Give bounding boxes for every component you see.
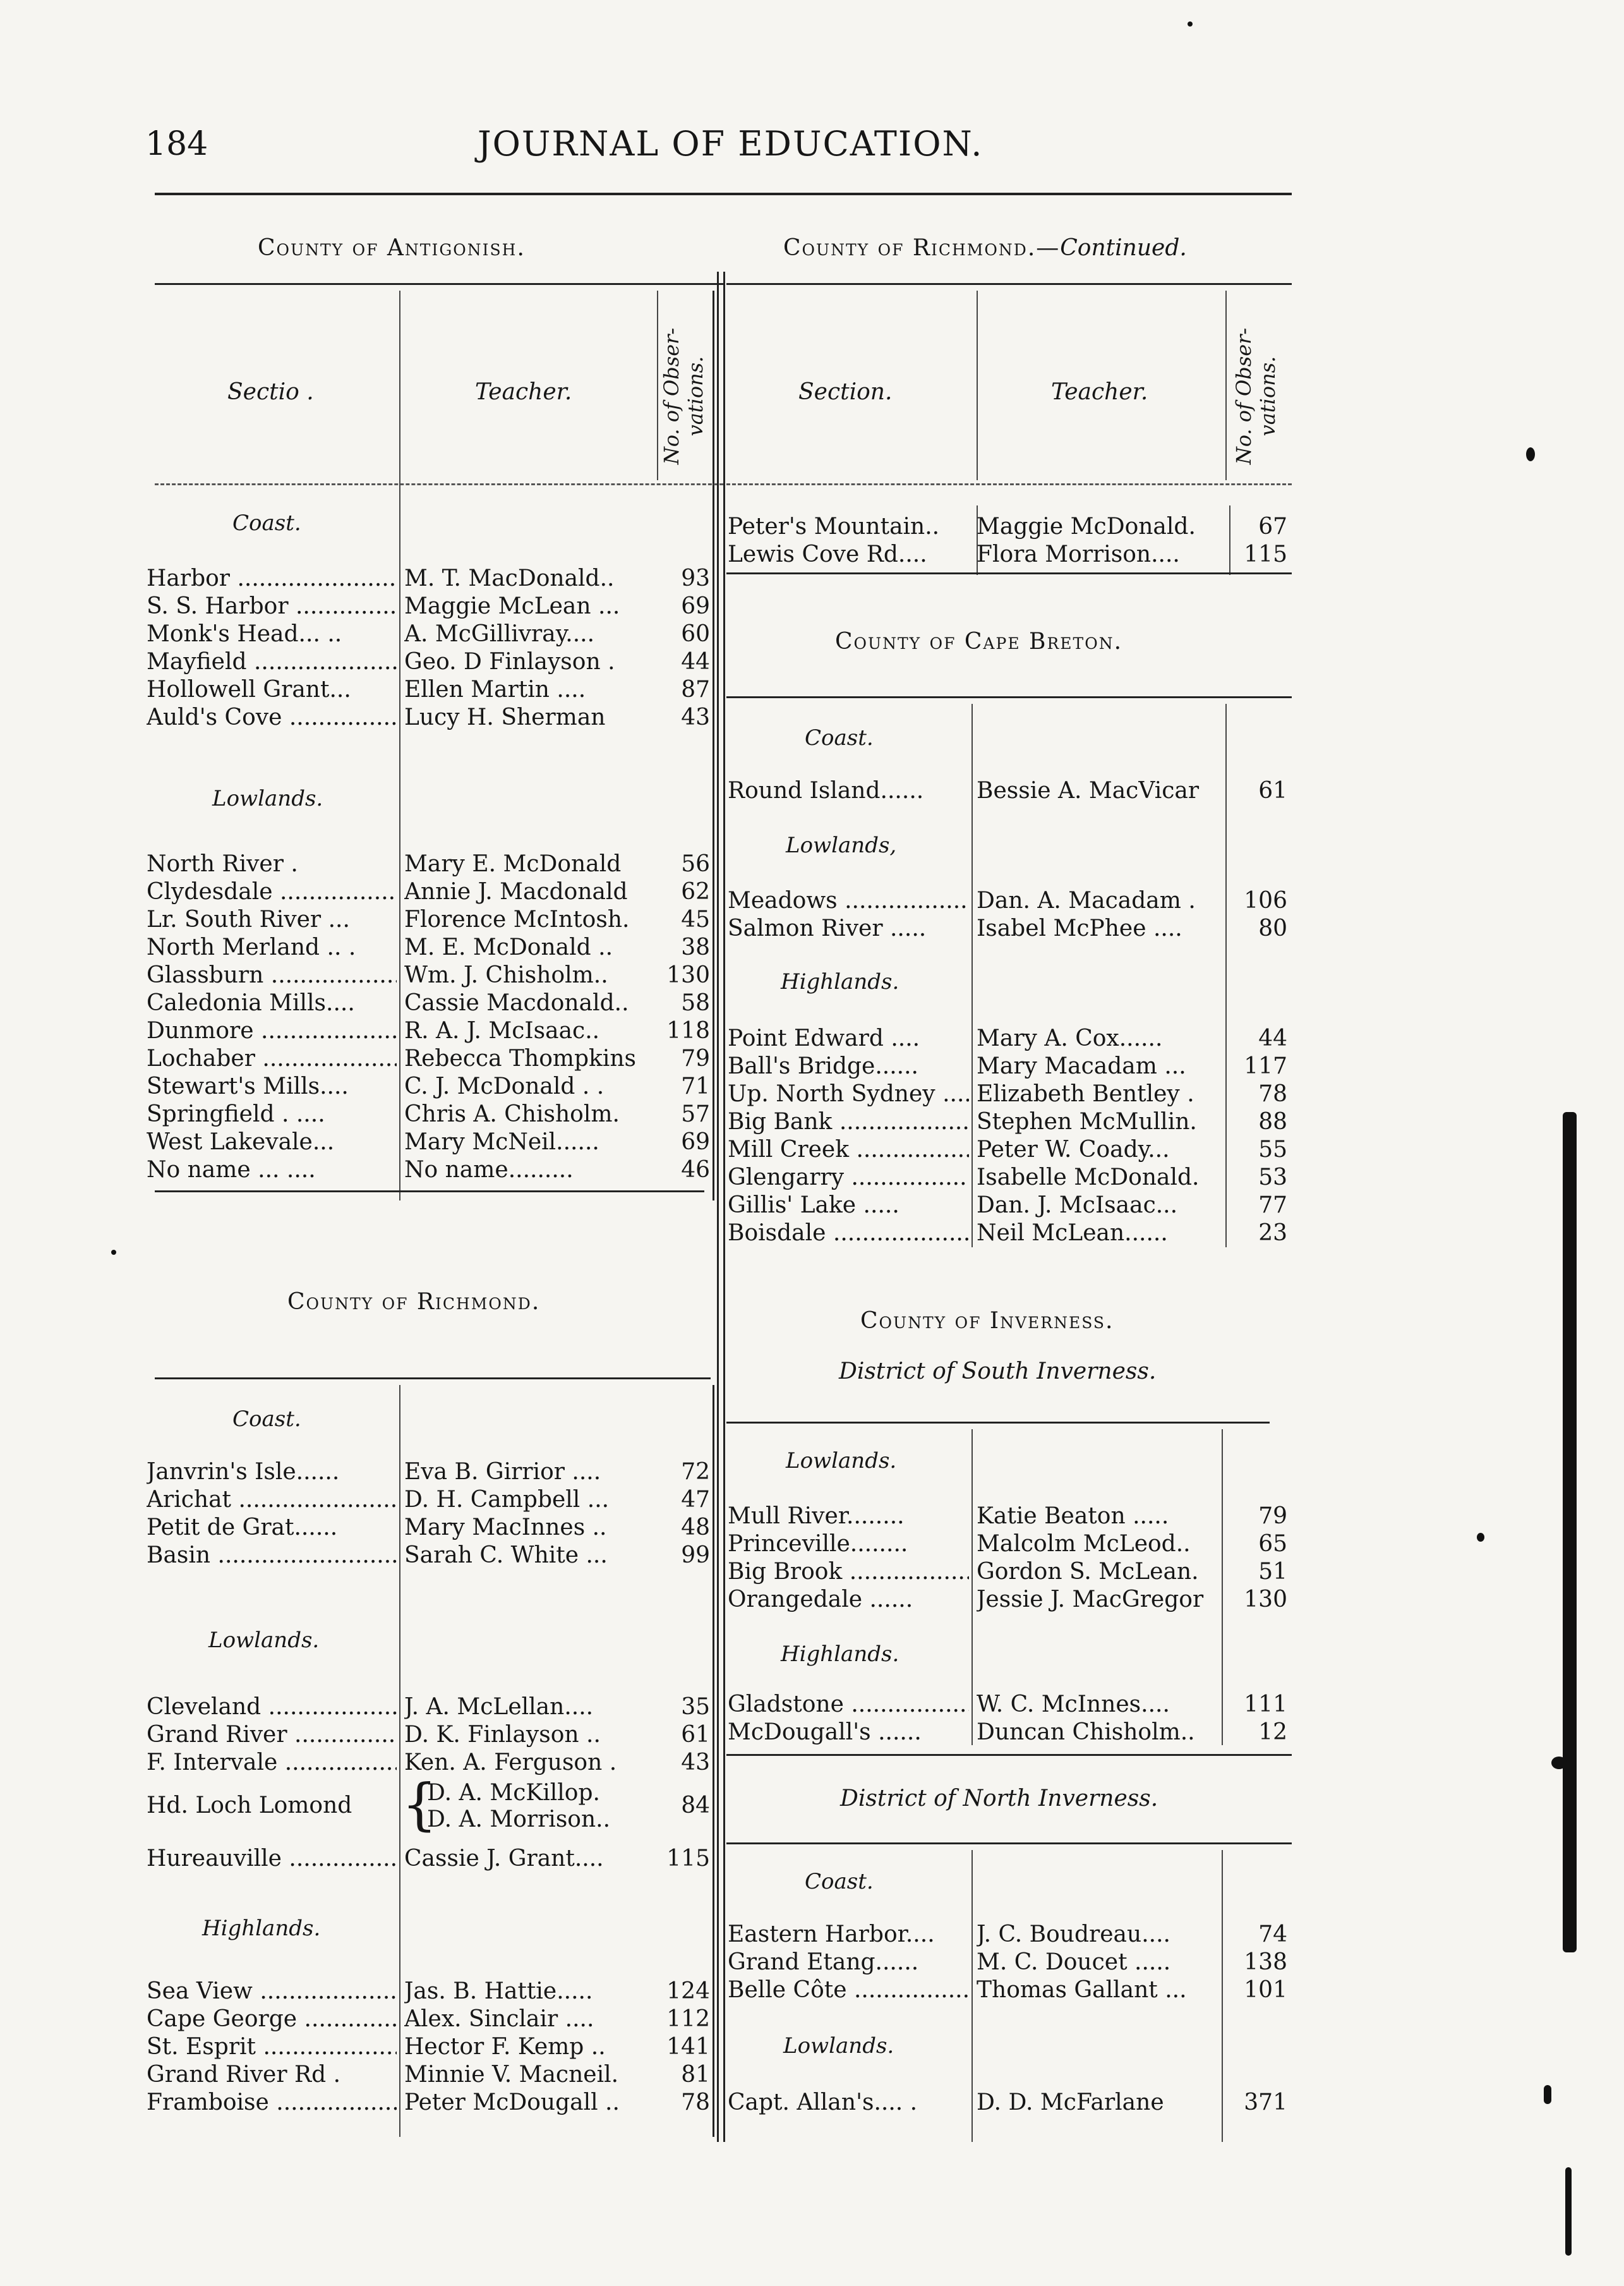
- observation-count: 57: [681, 1101, 710, 1127]
- teacher-name: Maggie McLean ...: [404, 593, 620, 619]
- teacher-name: D. D. McFarlane: [977, 2089, 1164, 2115]
- observation-count: 88: [1258, 1109, 1287, 1135]
- group-heading-lowlands: Lowlands.: [212, 786, 323, 811]
- observation-count: 99: [681, 1542, 710, 1568]
- teacher-name: Hector F. Kemp ..: [404, 2034, 606, 2060]
- scan-speck: [111, 1250, 116, 1255]
- section-name: Caledonia Mills....: [147, 990, 355, 1016]
- observation-count: 38: [681, 934, 710, 960]
- table-top-rule: [155, 283, 723, 285]
- section-name: North Merland .. .: [147, 934, 356, 960]
- teacher-name: Ellen Martin ....: [404, 677, 586, 703]
- section-name: Big Bank .....: [728, 1108, 969, 1136]
- teacher-name: Jas. B. Hattie.....: [404, 1978, 593, 2004]
- section-rule: [726, 1754, 1292, 1756]
- section-name: Meadows .....: [728, 887, 969, 915]
- section-name: Princeville........: [728, 1531, 908, 1557]
- teacher-name: Neil McLean......: [977, 1220, 1168, 1246]
- teacher-name: Jessie J. MacGregor: [977, 1587, 1204, 1612]
- teacher-name: J. C. Boudreau....: [977, 1921, 1170, 1947]
- section-name: Gladstone .....: [728, 1691, 969, 1719]
- section-name: Grand River Rd .: [147, 2062, 341, 2088]
- table-row: [0, 1025, 1295, 1053]
- teacher-name: Mary Macadam ...: [977, 1053, 1186, 1079]
- observation-count: 55: [1258, 1137, 1287, 1163]
- table-top-rule: [726, 283, 1292, 285]
- county-heading-inverness: County of Inverness.: [860, 1308, 1114, 1334]
- teacher-name: Dan. J. McIsaac...: [977, 1192, 1178, 1218]
- teacher-name: Peter W. Coady...: [977, 1137, 1170, 1163]
- section-name: Salmon River .....: [728, 916, 927, 941]
- table-row: [0, 1949, 1295, 1976]
- observation-count: 79: [681, 1046, 710, 1072]
- section-name: Gillis' Lake .....: [728, 1192, 899, 1218]
- section-name: Sea View .....: [147, 1978, 397, 2005]
- teacher-name: W. C. McInnes....: [977, 1691, 1170, 1717]
- county-heading-antigonish: County of Antigonish.: [258, 235, 526, 261]
- section-name: Lochaber .....: [147, 1045, 397, 1073]
- observation-count: 45: [681, 907, 710, 933]
- observation-count: 65: [1258, 1531, 1287, 1557]
- table-row: [0, 915, 1295, 943]
- header-rule: [726, 483, 1292, 485]
- table-row: [0, 777, 1295, 805]
- table-top-rule: [726, 1422, 1270, 1424]
- teacher-name: Katie Beaton .....: [977, 1503, 1169, 1529]
- table-row: [0, 1749, 714, 1777]
- teacher-name: Dan. A. Macadam .: [977, 888, 1196, 914]
- table-row: [0, 1586, 1295, 1614]
- section-name: Arichat .....: [147, 1486, 397, 1514]
- scan-mark: [1563, 1112, 1577, 1952]
- teacher-name: M. E. McDonald ..: [404, 934, 613, 960]
- group-heading-highlands: Highlands.: [781, 1642, 899, 1667]
- header-rule: [155, 193, 1292, 195]
- section-name: Basin .....: [147, 1542, 397, 1569]
- teacher-name: Cassie Macdonald..: [404, 990, 629, 1016]
- observation-count: 61: [681, 1722, 710, 1748]
- observation-count: 101: [1244, 1977, 1287, 2003]
- table-bottom-rule: [726, 572, 1292, 574]
- observation-count: 71: [681, 1073, 710, 1099]
- teacher-name: Chris A. Chisholm.: [404, 1101, 620, 1127]
- column-divider: [977, 291, 978, 480]
- section-name: Clydesdale .....: [147, 878, 397, 906]
- teacher-name: Thomas Gallant ...: [977, 1977, 1187, 2003]
- section-name: Cleveland .....: [147, 1693, 397, 1721]
- observation-count: 72: [681, 1459, 710, 1485]
- section-name: West Lakevale...: [147, 1129, 335, 1155]
- observation-count: 56: [681, 851, 710, 877]
- teacher-name: Duncan Chisholm..: [977, 1719, 1195, 1745]
- observation-count: 53: [1258, 1164, 1287, 1190]
- section-name: Ball's Bridge......: [728, 1053, 918, 1079]
- observation-count: 61: [1258, 778, 1287, 804]
- district-heading-south: District of South Inverness.: [839, 1358, 1157, 1384]
- scan-mark: [1565, 2167, 1572, 2256]
- district-heading-north: District of North Inverness.: [840, 1786, 1158, 1811]
- table-row: [0, 850, 714, 878]
- observation-count: 46: [681, 1157, 710, 1183]
- teacher-name: Gordon S. McLean.: [977, 1559, 1199, 1585]
- teacher-name: Sarah C. White ...: [404, 1542, 608, 1568]
- table-row: [0, 887, 1295, 915]
- county-heading-richmond: County of Richmond.: [287, 1289, 541, 1315]
- group-heading-lowlands: Lowlands,: [786, 833, 897, 858]
- observation-count: 44: [1258, 1025, 1287, 1051]
- column-header-teacher: Teacher.: [475, 379, 572, 405]
- column-divider: [657, 291, 658, 480]
- observation-count: 112: [666, 2006, 710, 2032]
- teacher-name: D. A. McKillop.: [427, 1780, 600, 1806]
- teacher-name: Mary A. Cox......: [977, 1025, 1163, 1051]
- observation-count: 47: [681, 1487, 710, 1513]
- observation-count: 111: [1244, 1691, 1287, 1717]
- teacher-name: M. C. Doucet .....: [977, 1949, 1171, 1975]
- group-heading-coast: Coast.: [805, 725, 874, 751]
- section-name: Cape George .....: [147, 2005, 397, 2033]
- observation-count: 48: [681, 1515, 710, 1540]
- group-heading-lowlands: Lowlands.: [208, 1628, 320, 1653]
- table-row: [0, 962, 714, 989]
- section-name: St. Esprit .....: [147, 2033, 397, 2061]
- scan-speck: [1526, 447, 1535, 461]
- section-name: Orangedale ......: [728, 1587, 913, 1612]
- observation-count: 81: [681, 2062, 710, 2088]
- observation-count: 130: [666, 962, 710, 988]
- observation-count: 80: [1258, 916, 1287, 941]
- teacher-name: Peter McDougall ..: [404, 2089, 620, 2115]
- column-header-teacher: Teacher.: [1051, 379, 1148, 405]
- table-row: [0, 648, 714, 676]
- observation-count: 35: [681, 1694, 710, 1720]
- column-divider: [1225, 291, 1227, 480]
- section-name: Petit de Grat......: [147, 1515, 338, 1540]
- table-top-rule: [726, 1842, 1292, 1844]
- group-heading-highlands: Highlands.: [781, 969, 899, 995]
- table-row: [0, 1921, 1295, 1949]
- observation-count: 60: [681, 621, 710, 647]
- teacher-name: R. A. J. McIsaac..: [404, 1018, 600, 1044]
- observation-count: 77: [1258, 1192, 1287, 1218]
- page-number: 184: [145, 125, 208, 163]
- observation-count: 67: [1258, 514, 1287, 540]
- teacher-name: Alex. Sinclair ....: [404, 2006, 594, 2032]
- table-row-hureauville: [0, 1845, 714, 1873]
- teacher-name: Isabelle McDonald.: [977, 1164, 1200, 1190]
- section-name: Hureauville .....: [147, 1845, 397, 1873]
- teacher-name: Isabel McPhee ....: [977, 916, 1182, 941]
- group-heading-coast: Coast.: [232, 1406, 301, 1432]
- observation-count: 43: [681, 1750, 710, 1775]
- county-heading-cape-breton: County of Cape Breton.: [835, 629, 1123, 655]
- table-row: [0, 620, 714, 648]
- observation-count: 115: [1244, 541, 1287, 567]
- teacher-name: Malcolm McLeod..: [977, 1531, 1191, 1557]
- table-row: [0, 1219, 1295, 1247]
- table-row: [0, 2033, 714, 2061]
- section-name: Round Island......: [728, 778, 924, 804]
- teacher-name: Lucy H. Sherman: [404, 705, 606, 730]
- section-name: Hollowell Grant...: [147, 677, 351, 703]
- section-name: Lr. South River ...: [147, 907, 350, 933]
- table-row-loch-lomond: [0, 1772, 714, 1837]
- scan-mark: [1544, 2085, 1551, 2104]
- group-heading-lowlands: Lowlands.: [786, 1448, 897, 1473]
- observation-count: 62: [681, 879, 710, 905]
- table-row: [0, 1164, 1295, 1192]
- observation-count: 78: [681, 2089, 710, 2115]
- teacher-name: D. K. Finlayson ..: [404, 1722, 601, 1748]
- section-name: Peter's Mountain..: [728, 514, 940, 540]
- section-name: Mill Creek .....: [728, 1136, 969, 1164]
- teacher-name: D. H. Campbell ...: [404, 1487, 610, 1513]
- section-name: Framboise .....: [147, 2089, 397, 2117]
- section-name: Mayfield .....: [147, 648, 397, 676]
- section-name: No name ... ....: [147, 1157, 316, 1183]
- table-row: [0, 1530, 1295, 1558]
- section-name: Mull River........: [728, 1503, 905, 1529]
- section-name: Point Edward ....: [728, 1025, 920, 1051]
- section-name: F. Intervale .....: [147, 1749, 397, 1777]
- table-top-rule: [726, 696, 1292, 698]
- observation-count: 79: [1258, 1503, 1287, 1529]
- section-name: Hd. Loch Lomond: [147, 1793, 352, 1818]
- table-row: [0, 2061, 714, 2089]
- teacher-name: Mary MacInnes ..: [404, 1515, 607, 1540]
- section-name: Capt. Allan's.... .: [728, 2089, 918, 2115]
- teacher-name: Mary E. McDonald: [404, 851, 622, 877]
- teacher-name: Mary McNeil......: [404, 1129, 599, 1155]
- scan-speck: [1551, 1757, 1567, 1769]
- teacher-name: Geo. D Finlayson .: [404, 649, 615, 675]
- table-row: [0, 676, 714, 704]
- teacher-name: Annie J. Macdonald: [404, 879, 628, 905]
- column-header-section: Section.: [798, 379, 893, 405]
- section-name: Monk's Head... ..: [147, 621, 342, 647]
- teacher-name: Flora Morrison....: [977, 541, 1180, 567]
- section-name: Big Brook .....: [728, 1558, 969, 1586]
- teacher-name: Stephen McMullin.: [977, 1109, 1197, 1135]
- column-header-observations: No. of Obser- vations.: [659, 327, 707, 465]
- observation-count: 93: [681, 565, 710, 591]
- observation-count: 74: [1258, 1921, 1287, 1947]
- teacher-name: Wm. J. Chisholm..: [404, 962, 608, 988]
- table-row: [0, 704, 714, 732]
- section-name: Lewis Cove Rd....: [728, 541, 927, 567]
- observation-count: 118: [666, 1018, 710, 1044]
- teacher-name: Florence McIntosh.: [404, 907, 630, 933]
- teacher-name: No name.........: [404, 1157, 574, 1183]
- table-row: [0, 989, 714, 1017]
- observation-count: 130: [1244, 1587, 1287, 1612]
- section-name: Janvrin's Isle......: [147, 1459, 340, 1485]
- teacher-name: Maggie McDonald.: [977, 514, 1196, 540]
- observation-count: 141: [666, 2034, 710, 2060]
- section-name: Belle Côte .....: [728, 1976, 969, 2004]
- observation-count: 138: [1244, 1949, 1287, 1975]
- table-row: [0, 1691, 1295, 1719]
- observation-count: 12: [1258, 1719, 1287, 1745]
- section-name: S. S. Harbor .....: [147, 593, 397, 620]
- scan-speck: [1188, 21, 1193, 27]
- observation-count: 69: [681, 1129, 710, 1155]
- section-name: Grand Etang......: [728, 1949, 919, 1975]
- brace: {: [402, 1772, 437, 1837]
- section-name: Stewart's Mills....: [147, 1073, 349, 1099]
- table-row: [0, 593, 714, 620]
- observation-count: 43: [681, 705, 710, 730]
- table-row: [0, 1192, 1295, 1219]
- table-row: [0, 2089, 1295, 2117]
- table-row: [0, 1080, 1295, 1108]
- observation-count: 69: [681, 593, 710, 619]
- teacher-name: Elizabeth Bentley .: [977, 1081, 1194, 1107]
- table-row: [0, 1558, 1295, 1586]
- county-heading-richmond-continued: [783, 235, 1187, 261]
- section-name: Auld's Cove .....: [147, 704, 397, 732]
- observation-count: 44: [681, 649, 710, 675]
- table-row: [0, 513, 1295, 541]
- group-heading-coast: Coast.: [232, 511, 301, 536]
- section-name: Eastern Harbor....: [728, 1921, 935, 1947]
- group-heading-highlands: Highlands.: [202, 1916, 321, 1941]
- teacher-name: Bessie A. MacVicar: [977, 778, 1200, 804]
- observation-count: 51: [1258, 1559, 1287, 1585]
- table-row: [0, 1136, 1295, 1164]
- teacher-name: Eva B. Girrior ....: [404, 1459, 601, 1485]
- header-rule: [155, 483, 723, 485]
- table-row: [0, 541, 1295, 569]
- teacher-name: Cassie J. Grant....: [404, 1846, 604, 1872]
- table-row: [0, 1108, 1295, 1136]
- section-name: Glengarry .....: [728, 1164, 969, 1192]
- section-name: Dunmore .....: [147, 1017, 397, 1045]
- journal-title: JOURNAL OF EDUCATION.: [478, 124, 983, 164]
- section-name: Up. North Sydney .....: [728, 1080, 969, 1108]
- section-name: Springfield . ....: [147, 1101, 325, 1127]
- heading-text: County of Richmond.—: [783, 235, 1061, 261]
- observation-count: 84: [681, 1793, 710, 1818]
- observation-count: 117: [1244, 1053, 1287, 1079]
- table-row: [0, 1976, 1295, 2004]
- column-header-section: Sectio .: [227, 379, 314, 405]
- teacher-name: Minnie V. Macneil.: [404, 2062, 619, 2088]
- column-header-observations: No. of Obser- vations.: [1232, 327, 1280, 465]
- observation-count: 87: [681, 677, 710, 703]
- table-top-rule: [155, 1377, 711, 1379]
- section-name: McDougall's ......: [728, 1719, 922, 1745]
- teacher-name: Ken. A. Ferguson .: [404, 1750, 617, 1775]
- observation-count: 124: [666, 1978, 710, 2004]
- heading-suffix: Continued.: [1060, 235, 1187, 261]
- section-name: Boisdale .....: [728, 1219, 969, 1247]
- table-row: [0, 2005, 714, 2033]
- scan-speck: [1477, 1533, 1484, 1542]
- group-heading-lowlands: Lowlands.: [783, 2033, 894, 2059]
- table-row: [0, 1458, 714, 1486]
- teacher-name: C. J. McDonald . .: [404, 1073, 604, 1099]
- teacher-name: Rebecca Thompkins: [404, 1046, 637, 1072]
- teacher-name: J. A. McLellan....: [404, 1694, 594, 1720]
- table-row: [0, 1503, 1295, 1530]
- section-name: Grand River .....: [147, 1721, 397, 1749]
- observation-count: 115: [666, 1846, 710, 1872]
- section-name: Harbor .....: [147, 565, 397, 593]
- table-row: [0, 565, 714, 593]
- observation-count: 23: [1258, 1220, 1287, 1246]
- teacher-name: A. McGillivray....: [404, 621, 595, 647]
- section-name: Glassburn .....: [147, 962, 397, 989]
- group-heading-coast: Coast.: [805, 1869, 874, 1894]
- table-row: [0, 1719, 1295, 1746]
- observation-count: 58: [681, 990, 710, 1016]
- teacher-name: D. A. Morrison..: [427, 1806, 611, 1832]
- teacher-name: M. T. MacDonald..: [404, 565, 615, 591]
- observation-count: 78: [1258, 1081, 1287, 1107]
- observation-count: 371: [1244, 2089, 1287, 2115]
- observation-count: 106: [1244, 888, 1287, 914]
- section-name: North River .: [147, 851, 298, 877]
- table-row: [0, 1053, 1295, 1080]
